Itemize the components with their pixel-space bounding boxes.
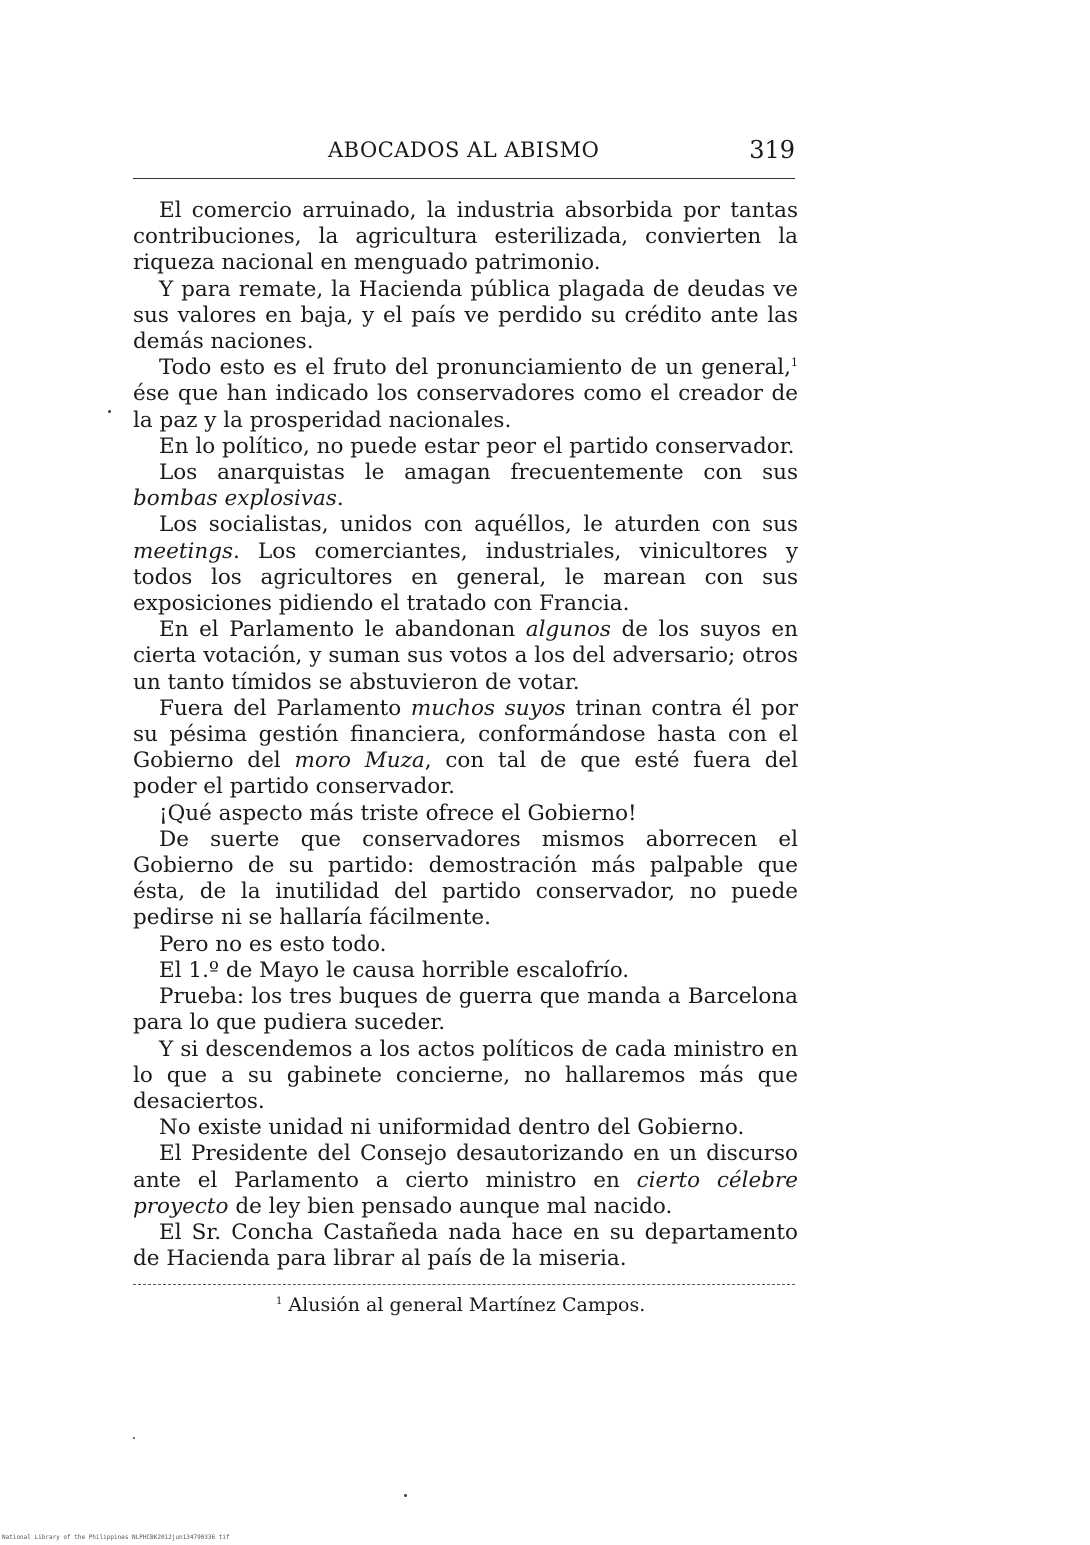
paragraph: Los anarquistas le amagan frecuentemente con sus bombas explosivas. [133, 460, 798, 512]
paragraph: ¡Qué aspecto más triste ofrece el Gobierno! [159, 800, 637, 826]
paragraph: Y si descendemos a los actos políticos de cada ministro en lo que a su gabinete concierne, no hallaremos más que desaciertos. [133, 1036, 798, 1114]
running-head [133, 138, 795, 174]
footnote-rule [133, 1284, 795, 1285]
paragraph: En lo político, no puede estar peor el partido conservador. [159, 433, 795, 459]
paragraph: No existe unidad ni uniformidad dentro del Gobierno. [159, 1115, 745, 1141]
paragraph: Los socialistas, unidos con aquéllos, le aturden con sus meetings. Los comerciantes, industriales, vinicultores y todos los agricultores en general, le marean con sus exposiciones pidiendo el tratado con Francia. [133, 512, 798, 617]
scan-speck [404, 1494, 407, 1497]
paragraph: El Sr. Concha Castañeda nada hace en su departamento de Hacienda para librar al país de la miseria. [133, 1219, 798, 1272]
paragraph: Fuera del Parlamento muchos suyos trinan contra él por su pésima gestión financiera, conformándose hasta con el Gobierno del moro Muza, con tal de que esté fuera del poder el partido conservador. [133, 695, 798, 800]
paragraph: El Presidente del Consejo desautorizando en un discurso ante el Parlamento a cierto ministro en cierto célebre proyecto de ley bien pensado aunque mal nacido. [133, 1141, 799, 1219]
paragraph: Y para remate, la Hacienda pública plagada de deudas ve sus valores en baja, y el país ve perdido su crédito ante las demás naciones. [133, 276, 798, 355]
library-stamp: National Library of the Philippines NLPHCBK2012jun134790336 tif [2, 1534, 230, 1541]
footnote [276, 1294, 645, 1316]
paragraph: Pero no es esto todo. [159, 931, 387, 957]
footnote-text: Alusión al general Martínez Campos. [288, 1294, 646, 1316]
paragraph: Prueba: los tres buques de guerra que manda a Barcelona para lo que pudiera suceder. [133, 984, 798, 1036]
header-rule [133, 178, 795, 179]
footnote-mark: 1 [791, 356, 798, 370]
scan-speck [133, 1437, 135, 1439]
paragraph: El comercio arruinado, la industria absorbida por tantas contribuciones, la agricultura esterilizada, convierten la riqueza nacional en menguado patrimonio. [133, 198, 798, 276]
running-title: ABOCADOS AL ABISMO [328, 138, 600, 162]
paragraph: De suerte que conservadores mismos aborrecen el Gobierno de su partido: demostración más palpable que ésta, de la inutilidad del partido conservador, no puede pedirse ni se hallaría fácilmente. [133, 826, 798, 931]
paragraph: El 1.º de Mayo le causa horrible escalofrío. [159, 957, 630, 983]
footnote-number: 1 [276, 1296, 283, 1307]
page-number: 319 [749, 136, 795, 164]
body-text [133, 198, 798, 1272]
scan-speck [108, 410, 111, 413]
paragraph: En el Parlamento le abandonan algunos de los suyos en cierta votación, y suman sus votos a los del adversario; otros un tanto tímidos se abstuvieron de votar. [133, 617, 798, 695]
paragraph: Todo esto es el fruto del pronunciamiento de un general,$^1$ ése que han indicado los conservadores como el creador de la paz y la prosperidad nacionales. [133, 355, 798, 433]
